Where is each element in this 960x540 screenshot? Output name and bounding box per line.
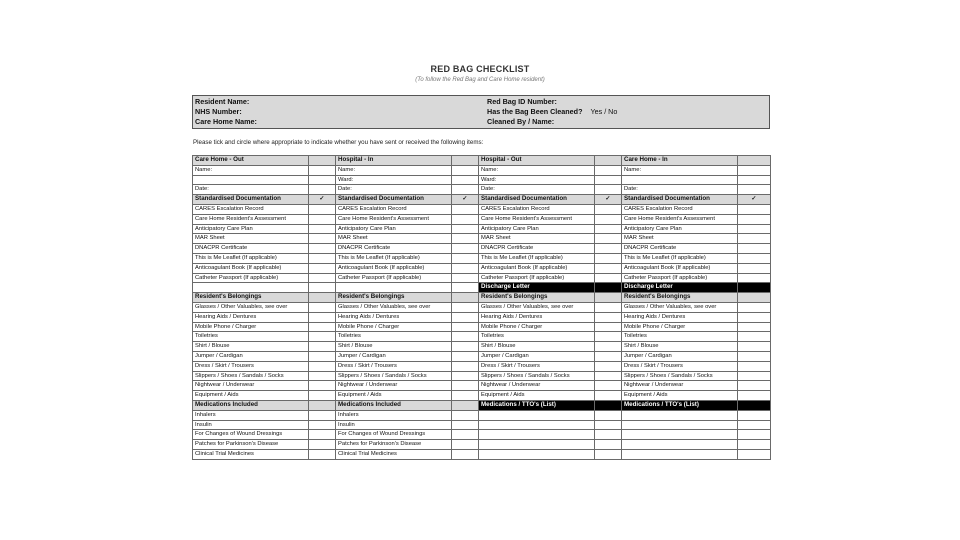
checkbox-cell[interactable] bbox=[738, 263, 771, 273]
checkbox-cell[interactable] bbox=[452, 165, 479, 175]
checklist-item-label: Mobile Phone / Charger bbox=[622, 322, 738, 332]
checkbox-cell[interactable] bbox=[595, 302, 622, 312]
checklist-item-label bbox=[479, 420, 595, 430]
checklist-item-label bbox=[622, 430, 738, 440]
checkbox-cell[interactable] bbox=[738, 420, 771, 430]
checklist-item-label: Name: bbox=[336, 165, 452, 175]
checklist-item-label: This is Me Leaflet (If applicable) bbox=[479, 253, 595, 263]
checkbox-cell[interactable] bbox=[309, 185, 336, 195]
red-bag-id-label[interactable]: Red Bag ID Number: bbox=[487, 97, 557, 106]
table-row bbox=[193, 156, 771, 166]
table-row bbox=[193, 175, 771, 185]
checkbox-cell[interactable] bbox=[309, 410, 336, 420]
checkbox-cell[interactable] bbox=[452, 430, 479, 440]
checkbox-cell[interactable] bbox=[452, 224, 479, 234]
checklist-item-label: Toiletries bbox=[479, 332, 595, 342]
checkbox-cell[interactable] bbox=[595, 253, 622, 263]
checkbox-cell[interactable] bbox=[738, 430, 771, 440]
checkbox-cell[interactable] bbox=[452, 420, 479, 430]
checkbox-cell[interactable] bbox=[595, 273, 622, 283]
checklist-item-label: Medications / TTO's (List) bbox=[479, 400, 595, 410]
checklist-item-label: Standardised Documentation bbox=[622, 195, 738, 205]
table-row bbox=[193, 244, 771, 254]
checklist-item-label: Standardised Documentation bbox=[336, 195, 452, 205]
checkbox-cell[interactable] bbox=[452, 391, 479, 401]
checkbox-cell[interactable] bbox=[595, 449, 622, 459]
checklist-item-label: Jumper / Cardigan bbox=[479, 351, 595, 361]
checkbox-cell[interactable] bbox=[738, 165, 771, 175]
checkbox-cell[interactable] bbox=[452, 234, 479, 244]
checklist-item-label: Catheter Passport (If applicable) bbox=[336, 273, 452, 283]
checklist-item-label bbox=[193, 283, 309, 293]
checklist-item-label: Dress / Skirt / Trousers bbox=[622, 361, 738, 371]
checkbox-cell[interactable] bbox=[309, 165, 336, 175]
checklist-item-label: Anticipatory Care Plan bbox=[622, 224, 738, 234]
checklist-item-label: Toiletries bbox=[336, 332, 452, 342]
checklist-item-label bbox=[479, 449, 595, 459]
checkbox-cell[interactable] bbox=[309, 175, 336, 185]
checkbox-cell[interactable] bbox=[452, 322, 479, 332]
checkbox-cell[interactable] bbox=[738, 391, 771, 401]
checklist-item-label: Nightwear / Underwear bbox=[193, 381, 309, 391]
table-row bbox=[193, 293, 771, 303]
checklist-item-label bbox=[622, 440, 738, 450]
checkbox-cell[interactable] bbox=[738, 332, 771, 342]
checklist-item-label: Dress / Skirt / Trousers bbox=[193, 361, 309, 371]
checklist-item-label: CARES Escalation Record bbox=[193, 204, 309, 214]
checklist-item-label: Date: bbox=[336, 185, 452, 195]
checkbox-cell[interactable] bbox=[309, 381, 336, 391]
checkbox-cell[interactable] bbox=[309, 253, 336, 263]
table-row bbox=[193, 322, 771, 332]
checkbox-cell[interactable] bbox=[452, 371, 479, 381]
checklist-subtitle: (To follow the Red Bag and Care Home resident) bbox=[415, 77, 545, 83]
checkbox-cell[interactable] bbox=[309, 400, 336, 410]
checklist-item-label: Hospital - Out bbox=[479, 156, 595, 166]
checklist-item-label: Insulin bbox=[193, 420, 309, 430]
checklist-item-label: Name: bbox=[193, 165, 309, 175]
table-row bbox=[193, 312, 771, 322]
table-row bbox=[193, 165, 771, 175]
checklist-item-label: MAR Sheet bbox=[622, 234, 738, 244]
checkbox-cell[interactable] bbox=[595, 440, 622, 450]
checklist-item-label: MAR Sheet bbox=[193, 234, 309, 244]
checkbox-cell[interactable] bbox=[595, 312, 622, 322]
table-row bbox=[193, 263, 771, 273]
table-row bbox=[193, 302, 771, 312]
checkbox-cell[interactable] bbox=[738, 449, 771, 459]
checkbox-cell[interactable] bbox=[452, 204, 479, 214]
checklist-item-label: Jumper / Cardigan bbox=[336, 351, 452, 361]
table-row bbox=[193, 449, 771, 459]
checklist-item-label: Date: bbox=[622, 185, 738, 195]
checkbox-cell[interactable] bbox=[738, 273, 771, 283]
checklist-item-label: Date: bbox=[479, 185, 595, 195]
checkbox-cell[interactable] bbox=[738, 440, 771, 450]
checkbox-cell[interactable] bbox=[595, 234, 622, 244]
checkbox-cell[interactable] bbox=[309, 273, 336, 283]
checklist-item-label: Equipment / Aids bbox=[622, 391, 738, 401]
table-row bbox=[193, 391, 771, 401]
checklist-item-label: Care Home - In bbox=[622, 156, 738, 166]
checkbox-cell[interactable] bbox=[738, 361, 771, 371]
checkbox-cell[interactable] bbox=[309, 430, 336, 440]
checklist-item-label: Clinical Trial Medicines bbox=[336, 449, 452, 459]
checklist-item-label: Glasses / Other Valuables, see over bbox=[479, 302, 595, 312]
checkbox-cell[interactable] bbox=[595, 175, 622, 185]
checkbox-cell[interactable] bbox=[595, 430, 622, 440]
table-row bbox=[193, 234, 771, 244]
check-mark-icon[interactable]: ✓ bbox=[738, 195, 771, 205]
checklist-item-label: Care Home Resident's Assessment bbox=[193, 214, 309, 224]
table-row bbox=[193, 430, 771, 440]
checklist-item-label: Nightwear / Underwear bbox=[622, 381, 738, 391]
checklist-item-label: Anticipatory Care Plan bbox=[336, 224, 452, 234]
checklist-item-label: Dress / Skirt / Trousers bbox=[336, 361, 452, 371]
checkbox-cell[interactable] bbox=[595, 322, 622, 332]
checklist-item-label: Dress / Skirt / Trousers bbox=[479, 361, 595, 371]
table-row bbox=[193, 204, 771, 214]
checkbox-cell[interactable] bbox=[595, 263, 622, 273]
checklist-item-label: Shirt / Blouse bbox=[336, 342, 452, 352]
checkbox-cell[interactable] bbox=[738, 400, 771, 410]
checklist-item-label bbox=[622, 449, 738, 459]
checklist-item-label: Shirt / Blouse bbox=[479, 342, 595, 352]
checklist-item-label: Mobile Phone / Charger bbox=[193, 322, 309, 332]
checkbox-cell[interactable] bbox=[738, 312, 771, 322]
checkbox-cell[interactable] bbox=[309, 371, 336, 381]
checklist-item-label: Hearing Aids / Dentures bbox=[193, 312, 309, 322]
checkbox-cell[interactable] bbox=[452, 175, 479, 185]
checklist-item-label: Slippers / Shoes / Sandals / Socks bbox=[622, 371, 738, 381]
table-row bbox=[193, 273, 771, 283]
checklist-item-label bbox=[479, 410, 595, 420]
table-row bbox=[193, 381, 771, 391]
checkbox-cell[interactable] bbox=[595, 381, 622, 391]
checklist-item-label bbox=[336, 283, 452, 293]
checklist-item-label: Care Home Resident's Assessment bbox=[336, 214, 452, 224]
checkbox-cell[interactable] bbox=[452, 351, 479, 361]
checkbox-cell[interactable] bbox=[452, 283, 479, 293]
checkbox-cell[interactable] bbox=[738, 253, 771, 263]
checkbox-cell[interactable] bbox=[309, 283, 336, 293]
checkbox-cell[interactable] bbox=[309, 204, 336, 214]
checkbox-cell[interactable] bbox=[738, 381, 771, 391]
checklist-item-label: For Changes of Wound Dressings bbox=[193, 430, 309, 440]
checklist-item-label: Nightwear / Underwear bbox=[336, 381, 452, 391]
checklist-item-label: CARES Escalation Record bbox=[336, 204, 452, 214]
bag-cleaned-question: Has the Bag Been Cleaned? bbox=[487, 107, 583, 116]
checkbox-cell[interactable] bbox=[738, 156, 771, 166]
checkbox-cell[interactable] bbox=[309, 302, 336, 312]
checklist-item-label: Glasses / Other Valuables, see over bbox=[622, 302, 738, 312]
checklist-item-label: Standardised Documentation bbox=[479, 195, 595, 205]
checkbox-cell[interactable] bbox=[309, 214, 336, 224]
checkbox-cell[interactable] bbox=[452, 302, 479, 312]
checklist-item-label: Catheter Passport (If applicable) bbox=[622, 273, 738, 283]
checklist-item-label: Glasses / Other Valuables, see over bbox=[336, 302, 452, 312]
checklist-item-label: Anticipatory Care Plan bbox=[479, 224, 595, 234]
checklist-item-label: For Changes of Wound Dressings bbox=[336, 430, 452, 440]
checklist-item-label: This is Me Leaflet (If applicable) bbox=[622, 253, 738, 263]
checkbox-cell[interactable] bbox=[452, 293, 479, 303]
checklist-item-label: This is Me Leaflet (If applicable) bbox=[193, 253, 309, 263]
checklist-item-label bbox=[622, 410, 738, 420]
resident-name-label[interactable]: Resident Name: bbox=[195, 97, 250, 106]
table-row bbox=[193, 410, 771, 420]
checklist-item-label: Resident's Belongings bbox=[193, 293, 309, 303]
bag-cleaned-label[interactable] bbox=[487, 107, 617, 117]
checkbox-cell[interactable] bbox=[309, 244, 336, 254]
table-row bbox=[193, 440, 771, 450]
nhs-number-label[interactable]: NHS Number: bbox=[195, 107, 242, 116]
checkbox-cell[interactable] bbox=[738, 293, 771, 303]
checkbox-cell[interactable] bbox=[595, 351, 622, 361]
checkbox-cell[interactable] bbox=[309, 420, 336, 430]
checklist-item-label: Medications Included bbox=[193, 400, 309, 410]
checkbox-cell[interactable] bbox=[595, 371, 622, 381]
care-home-name-label[interactable]: Care Home Name: bbox=[195, 117, 257, 126]
checkbox-cell[interactable] bbox=[309, 342, 336, 352]
checklist-item-label: Resident's Belongings bbox=[622, 293, 738, 303]
checkbox-cell[interactable] bbox=[452, 263, 479, 273]
checkbox-cell[interactable] bbox=[309, 224, 336, 234]
table-row bbox=[193, 195, 771, 205]
checkbox-cell[interactable] bbox=[595, 156, 622, 166]
checklist-item-label: Name: bbox=[622, 165, 738, 175]
checkbox-cell[interactable] bbox=[738, 302, 771, 312]
checklist-item-label: DNACPR Certificate bbox=[336, 244, 452, 254]
checklist-item-label: Anticoagulant Book (If applicable) bbox=[193, 263, 309, 273]
checkbox-cell[interactable] bbox=[595, 400, 622, 410]
checkbox-cell[interactable] bbox=[595, 332, 622, 342]
checklist-item-label: Insulin bbox=[336, 420, 452, 430]
cleaned-by-label[interactable]: Cleaned By / Name: bbox=[487, 117, 555, 126]
checkbox-cell[interactable] bbox=[738, 204, 771, 214]
checklist-item-label: Shirt / Blouse bbox=[622, 342, 738, 352]
table-row bbox=[193, 332, 771, 342]
checkbox-cell[interactable] bbox=[595, 224, 622, 234]
checklist-item-label bbox=[622, 175, 738, 185]
checkbox-cell[interactable] bbox=[738, 175, 771, 185]
checklist-item-label: CARES Escalation Record bbox=[479, 204, 595, 214]
checkbox-cell[interactable] bbox=[738, 244, 771, 254]
checkbox-cell[interactable] bbox=[595, 185, 622, 195]
checkbox-cell[interactable] bbox=[595, 410, 622, 420]
checkbox-cell[interactable] bbox=[595, 214, 622, 224]
checklist-table bbox=[192, 155, 771, 460]
instruction-text: Please tick and circle where appropriate to indicate whether you have sent or received the following items: bbox=[193, 139, 484, 146]
checklist-item-label bbox=[479, 430, 595, 440]
checkbox-cell[interactable] bbox=[452, 185, 479, 195]
table-row bbox=[193, 361, 771, 371]
checklist-item-label: Discharge Letter bbox=[622, 283, 738, 293]
checkbox-cell[interactable] bbox=[309, 156, 336, 166]
id-box bbox=[192, 95, 770, 129]
checklist-item-label: Toiletries bbox=[193, 332, 309, 342]
checklist-item-label: Care Home - Out bbox=[193, 156, 309, 166]
checklist-item-label: Inhalers bbox=[193, 410, 309, 420]
checklist-item-label: DNACPR Certificate bbox=[622, 244, 738, 254]
checklist-item-label: Hearing Aids / Dentures bbox=[622, 312, 738, 322]
checkbox-cell[interactable] bbox=[452, 440, 479, 450]
checklist-item-label: Mobile Phone / Charger bbox=[336, 322, 452, 332]
checkbox-cell[interactable] bbox=[595, 244, 622, 254]
table-row bbox=[193, 400, 771, 410]
checklist-item-label: Clinical Trial Medicines bbox=[193, 449, 309, 459]
checklist-item-label: Date: bbox=[193, 185, 309, 195]
checkbox-cell[interactable] bbox=[452, 253, 479, 263]
checkbox-cell[interactable] bbox=[452, 273, 479, 283]
checklist-item-label: Inhalers bbox=[336, 410, 452, 420]
checkbox-cell[interactable] bbox=[309, 351, 336, 361]
checklist-item-label: Anticoagulant Book (If applicable) bbox=[479, 263, 595, 273]
checkbox-cell[interactable] bbox=[309, 322, 336, 332]
checklist-item-label: Hearing Aids / Dentures bbox=[336, 312, 452, 322]
checklist-item-label: MAR Sheet bbox=[336, 234, 452, 244]
checklist-item-label: Equipment / Aids bbox=[336, 391, 452, 401]
checklist-item-label: Medications / TTO's (List) bbox=[622, 400, 738, 410]
checkbox-cell[interactable] bbox=[738, 371, 771, 381]
checkbox-cell[interactable] bbox=[452, 400, 479, 410]
checklist-item-label: Slippers / Shoes / Sandals / Socks bbox=[479, 371, 595, 381]
checkbox-cell[interactable] bbox=[595, 165, 622, 175]
checklist-item-label: Resident's Belongings bbox=[336, 293, 452, 303]
checklist-item-label: Catheter Passport (If applicable) bbox=[193, 273, 309, 283]
checklist-item-label: Equipment / Aids bbox=[479, 391, 595, 401]
table-row bbox=[193, 420, 771, 430]
checklist-item-label: Care Home Resident's Assessment bbox=[622, 214, 738, 224]
table-row bbox=[193, 342, 771, 352]
checkbox-cell[interactable] bbox=[452, 361, 479, 371]
checklist-title: RED BAG CHECKLIST bbox=[430, 64, 530, 74]
checkbox-cell[interactable] bbox=[738, 342, 771, 352]
checkbox-cell[interactable] bbox=[738, 322, 771, 332]
checklist-item-label: Patches for Parkinson's Disease bbox=[193, 440, 309, 450]
checklist-item-label: MAR Sheet bbox=[479, 234, 595, 244]
checklist-item-label: Jumper / Cardigan bbox=[193, 351, 309, 361]
checklist-item-label: Ward: bbox=[336, 175, 452, 185]
checklist-item-label: Mobile Phone / Charger bbox=[479, 322, 595, 332]
checkbox-cell[interactable] bbox=[452, 312, 479, 322]
table-row bbox=[193, 371, 771, 381]
checklist-item-label: Anticipatory Care Plan bbox=[193, 224, 309, 234]
checklist-item-label: Catheter Passport (If applicable) bbox=[479, 273, 595, 283]
table-row bbox=[193, 253, 771, 263]
table-row bbox=[193, 351, 771, 361]
checkbox-cell[interactable] bbox=[452, 449, 479, 459]
table-row bbox=[193, 283, 771, 293]
checklist-item-label: Slippers / Shoes / Sandals / Socks bbox=[193, 371, 309, 381]
checklist-item-label: Shirt / Blouse bbox=[193, 342, 309, 352]
checklist-item-label: Jumper / Cardigan bbox=[622, 351, 738, 361]
checkbox-cell[interactable] bbox=[595, 342, 622, 352]
checkbox-cell[interactable] bbox=[309, 312, 336, 322]
checkbox-cell[interactable] bbox=[309, 263, 336, 273]
checklist-item-label bbox=[193, 175, 309, 185]
checkbox-cell[interactable] bbox=[452, 332, 479, 342]
checkbox-cell[interactable] bbox=[309, 361, 336, 371]
table-row bbox=[193, 224, 771, 234]
checkbox-cell[interactable] bbox=[309, 440, 336, 450]
checkbox-cell[interactable] bbox=[595, 420, 622, 430]
checkbox-cell[interactable] bbox=[738, 410, 771, 420]
checklist-item-label: Anticoagulant Book (If applicable) bbox=[336, 263, 452, 273]
checklist-item-label: Hearing Aids / Dentures bbox=[479, 312, 595, 322]
checkbox-cell[interactable] bbox=[309, 332, 336, 342]
checkbox-cell[interactable] bbox=[309, 449, 336, 459]
checklist-item-label bbox=[622, 420, 738, 430]
checklist-item-label bbox=[479, 440, 595, 450]
checkbox-cell[interactable] bbox=[452, 156, 479, 166]
checklist-item-label: Anticoagulant Book (If applicable) bbox=[622, 263, 738, 273]
checkbox-cell[interactable] bbox=[595, 293, 622, 303]
checkbox-cell[interactable] bbox=[595, 204, 622, 214]
checklist-item-label: CARES Escalation Record bbox=[622, 204, 738, 214]
checkbox-cell[interactable] bbox=[452, 214, 479, 224]
bag-cleaned-options[interactable]: Yes / No bbox=[590, 107, 618, 116]
checkbox-cell[interactable] bbox=[309, 391, 336, 401]
checkbox-cell[interactable] bbox=[309, 234, 336, 244]
checklist-item-label: Slippers / Shoes / Sandals / Socks bbox=[336, 371, 452, 381]
checklist-item-label: Glasses / Other Valuables, see over bbox=[193, 302, 309, 312]
checkbox-cell[interactable] bbox=[738, 214, 771, 224]
checklist-item-label: Discharge Letter bbox=[479, 283, 595, 293]
checklist-item-label: This is Me Leaflet (If applicable) bbox=[336, 253, 452, 263]
check-mark-icon[interactable]: ✓ bbox=[595, 195, 622, 205]
checkbox-cell[interactable] bbox=[738, 351, 771, 361]
table-row bbox=[193, 214, 771, 224]
checklist-item-label: Nightwear / Underwear bbox=[479, 381, 595, 391]
checklist-item-label: Resident's Belongings bbox=[479, 293, 595, 303]
checklist-item-label: Equipment / Aids bbox=[193, 391, 309, 401]
checkbox-cell[interactable] bbox=[452, 342, 479, 352]
checkbox-cell[interactable] bbox=[738, 234, 771, 244]
checkbox-cell[interactable] bbox=[738, 185, 771, 195]
checklist-item-label: DNACPR Certificate bbox=[193, 244, 309, 254]
checkbox-cell[interactable] bbox=[309, 293, 336, 303]
checklist-item-label: Patches for Parkinson's Disease bbox=[336, 440, 452, 450]
checkbox-cell[interactable] bbox=[738, 283, 771, 293]
checkbox-cell[interactable] bbox=[738, 224, 771, 234]
table-row bbox=[193, 185, 771, 195]
check-mark-icon[interactable]: ✓ bbox=[452, 195, 479, 205]
checklist-item-label: Standardised Documentation bbox=[193, 195, 309, 205]
checklist-item-label: Hospital - In bbox=[336, 156, 452, 166]
checklist-item-label: Medications Included bbox=[336, 400, 452, 410]
checkbox-cell[interactable] bbox=[452, 410, 479, 420]
checklist-item-label: DNACPR Certificate bbox=[479, 244, 595, 254]
checkbox-cell[interactable] bbox=[595, 361, 622, 371]
checklist-item-label: Care Home Resident's Assessment bbox=[479, 214, 595, 224]
checkbox-cell[interactable] bbox=[452, 381, 479, 391]
checkbox-cell[interactable] bbox=[452, 244, 479, 254]
checklist-item-label: Name: bbox=[479, 165, 595, 175]
checkbox-cell[interactable] bbox=[595, 283, 622, 293]
check-mark-icon[interactable]: ✓ bbox=[309, 195, 336, 205]
checklist-item-label: Ward: bbox=[479, 175, 595, 185]
checkbox-cell[interactable] bbox=[595, 391, 622, 401]
checklist-item-label: Toiletries bbox=[622, 332, 738, 342]
